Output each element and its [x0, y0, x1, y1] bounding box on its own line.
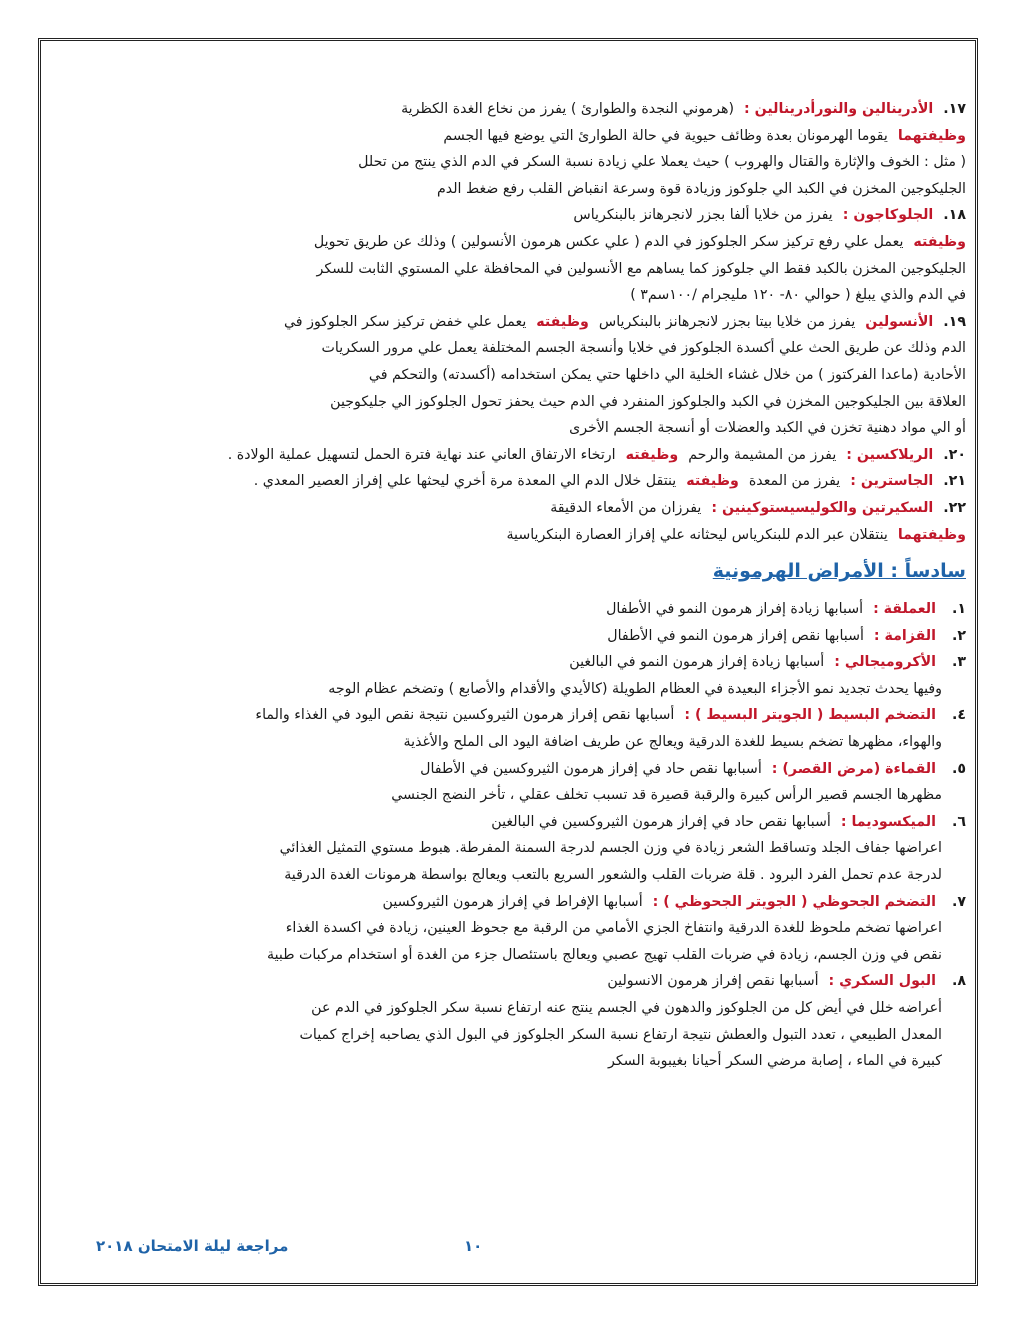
- hormone-list: [56, 96, 966, 548]
- keyword-label: الريلاكسين :: [846, 446, 934, 463]
- item-number: ٢١.: [943, 473, 966, 490]
- line-text: أسبابها نقص حاد في إفراز هرمون الثيروكسين في البالغين: [491, 813, 831, 830]
- text-line: [56, 389, 966, 416]
- text-line: [56, 256, 966, 283]
- text-line: [56, 915, 966, 942]
- item-number: ٤.: [951, 707, 966, 724]
- item-number: ٧.: [951, 893, 966, 910]
- line-text: أعراضه خلل في أيض كل من الجلوكوز والدهون في الجسم ينتج عنه ارتفاع نسبة سكر الجلوكوز في الدم عن: [311, 1000, 942, 1016]
- line-text: مظهرها الجسم قصير الرأس كبيرة والرقبة قصيرة قد تسبب تخلف عقلي ، تأخر النضج الجنسي: [391, 787, 942, 804]
- disease-list: [56, 596, 966, 1075]
- text-line: [56, 702, 966, 729]
- line-text: أسبابها زيادة إفراز هرمون النمو في الأطفال: [606, 601, 864, 618]
- keyword-label: القزامة :: [873, 627, 936, 644]
- item-number: ١.: [951, 601, 966, 618]
- text-line: [56, 862, 966, 889]
- text-line: [56, 835, 966, 862]
- line-text: أسبابها نقص حاد في إفراز هرمون الثيروكسين في الأطفال: [420, 760, 762, 777]
- item-number: ٢٢.: [943, 499, 966, 516]
- item-number: ٢.: [951, 627, 966, 644]
- item-number: ٨.: [951, 973, 966, 990]
- text-line: [56, 309, 966, 336]
- footer-title: مراجعة ليلة الامتحان ٢٠١٨: [96, 1237, 289, 1255]
- line-text: والهواء، مظهرها تضخم بسيط للغدة الدرقية ويعالج عن طريف اضافة اليود الى الملح والأغذية: [403, 734, 942, 751]
- text-line: [56, 96, 966, 123]
- line-text: الجليكوجين المخزن في الكبد الي جلوكوز وزيادة قوة وسرعة انقباض القلب رفع ضغط الدم: [436, 180, 966, 197]
- text-line: [56, 442, 966, 469]
- keyword-label: وظيفتهما: [897, 526, 966, 543]
- keyword-label: الجاسترين :: [850, 473, 934, 490]
- line-text: يقوما الهرمونان بعدة وظائف حيوية في حالة الطوارئ التي يوضع فيها الجسم: [443, 127, 888, 144]
- line-text: اعراضها جفاف الجلد وتساقط الشعر زيادة في وزن الجسم لدرجة السمنة المفرطة. هبوط مستوي التمثيل الغذائي: [279, 840, 942, 857]
- keyword-label: البول السكري :: [828, 973, 936, 990]
- line-text: في الدم والذي يبلغ ( حوالي ٨٠- ١٢٠ مليجرام /١٠٠سم٣ ): [630, 287, 966, 304]
- text-line: [56, 782, 966, 809]
- keyword-label: وظيفتهما: [897, 127, 966, 144]
- text-line: [56, 282, 966, 309]
- page-footer: [96, 1237, 928, 1259]
- keyword-label: الأكروميجالي :: [834, 654, 936, 671]
- line-text: يفرز من المشيمة والرحم: [688, 446, 837, 463]
- keyword-label: الميكسوديما :: [840, 813, 936, 830]
- text-line: [56, 649, 966, 676]
- text-line: [56, 415, 966, 442]
- line-text: ( مثل : الخوف والإثارة والقتال والهروب ) حيث يعملا علي زيادة نسبة السكر في الدم الذي ينتج من تحلل: [358, 154, 966, 171]
- keyword-label: وظيفته: [536, 313, 589, 330]
- section-heading: سادساً : الأمراض الهرمونية: [712, 560, 966, 583]
- keyword-label: الأنسولين: [865, 313, 934, 330]
- item-number: ٥.: [951, 760, 966, 777]
- keyword-label: وظيفته: [686, 473, 739, 490]
- item-number: ١٧.: [943, 101, 966, 117]
- line-text: (هرموني النجدة والطوارئ ) يفرز من نخاع الغدة الكظرية: [401, 101, 734, 117]
- item-number: ١٨.: [943, 207, 966, 224]
- text-line: [56, 229, 966, 256]
- keyword-label: القماءة (مرض القصر) :: [771, 760, 936, 777]
- text-line: [56, 149, 966, 176]
- line-text: اعراضها تضخم ملحوظ للغدة الدرقية وانتفاخ الجزي الأمامي من الرقبة مع جحوظ العينين، زيادة في اكسدة الغذاء: [285, 920, 942, 937]
- line-text: أسبابها نقص إفراز هرمون الثيروكسين نتيجة نقص اليود في الغذاء والماء: [255, 707, 675, 724]
- line-text: نقص في وزن الجسم، زيادة في ضربات القلب تهيج عصبي ويعالج باستئصال جزء من الغدة أو استخدام مركبات طبية: [267, 946, 942, 963]
- line-text: المعدل الطبيعي ، تعدد التبول والعطش نتيجة ارتفاع نسبة السكر الجلوكوز في البول الذي يصاحبه إخراج كميات: [299, 1026, 942, 1043]
- line-text: يعمل علي خفض تركيز سكر الجلوكوز في: [283, 313, 527, 330]
- line-text: ينتقلان عبر الدم للبنكرياس ليحثانه علي إفراز العصارة البنكرياسية: [506, 526, 888, 543]
- text-line: [56, 596, 966, 623]
- text-line: [56, 756, 966, 783]
- text-line: [56, 522, 966, 549]
- text-line: [56, 942, 966, 969]
- keyword-label: وظيفته: [625, 446, 679, 463]
- line-text: وفيها يحدث تجديد نمو الأجزاء البعيدة في العظام الطويلة (كالأيدي والأقدام والأصابع ) وتضخم عظام الوجه: [328, 680, 942, 697]
- line-text: أو الي مواد دهنية تخزن في الكبد والعضلات أو أنسجة الجسم الأخرى: [569, 420, 966, 437]
- item-number: ١٩.: [943, 313, 966, 330]
- line-text: ينتقل خلال الدم الي المعدة مرة أخري ليحثها علي إفراز العصير المعدي .: [253, 473, 677, 490]
- keyword-label: العملقة :: [873, 601, 936, 618]
- line-text: يعمل علي رفع تركيز سكر الجلوكوز في الدم ( علي عكس هرمون الأنسولين ) وذلك عن طريق تحويل: [313, 233, 904, 250]
- text-line: [56, 889, 966, 916]
- keyword-label: التضخم البسيط ( الجويتر البسيط ) :: [684, 707, 936, 724]
- text-line: [56, 495, 966, 522]
- text-line: [56, 809, 966, 836]
- line-text: يفرز من المعدة: [748, 473, 841, 490]
- keyword-label: الأدرينالين والنورأدرينالين :: [744, 101, 934, 117]
- line-text: أسبابها الإفراط في إفراز هرمون الثيروكسين: [382, 893, 643, 910]
- line-text: يفرز من خلايا ألفا بجزر لانجرهانز بالبنكرياس: [573, 207, 833, 224]
- text-line: [56, 202, 966, 229]
- keyword-label: وظيفته: [913, 233, 966, 250]
- keyword-label: الجلوكاجون :: [842, 207, 934, 224]
- text-line: [56, 1048, 966, 1075]
- line-text: كبيرة في الماء ، إصابة مرضي السكر أحيانا بغيبوبة السكر: [608, 1053, 942, 1070]
- text-line: [56, 468, 966, 495]
- keyword-label: التضخم الجحوظي ( الجويتر الجحوظي ) :: [652, 893, 936, 910]
- text-line: [56, 362, 966, 389]
- document-body: [56, 96, 966, 1075]
- text-line: [56, 623, 966, 650]
- page-number: ١٠: [464, 1237, 483, 1255]
- line-text: يفرز من خلايا بيتا بجزر لانجرهانز بالبنكرياس: [598, 313, 856, 330]
- item-number: ٢٠.: [943, 446, 966, 463]
- text-line: [56, 676, 966, 703]
- line-text: العلاقة بين الجليكوجين المخزن في الكبد والجلوكوز المنفرد في الدم حيث يحفز تحول الجلوكوز الي جليكوجين: [330, 393, 966, 410]
- line-text: أسبابها زيادة إفراز هرمون النمو في البالغين: [569, 654, 825, 671]
- text-line: [56, 335, 966, 362]
- line-text: الأحادية (ماعدا الفركتوز ) من خلال غشاء الخلية الي داخلها حتي يمكن استخدامه (أكسدته) والتحكم في: [368, 366, 966, 383]
- text-line: [56, 1022, 966, 1049]
- keyword-label: السكيرتين والكوليسيستوكينين :: [711, 499, 934, 516]
- item-number: ٦.: [951, 813, 966, 830]
- text-line: [56, 995, 966, 1022]
- line-text: ارتخاء الارتفاق العاني عند نهاية فترة الحمل لتسهيل عملية الولادة .: [227, 446, 616, 463]
- text-line: [56, 968, 966, 995]
- text-line: [56, 176, 966, 203]
- line-text: الجليكوجين المخزن بالكبد فقط الي جلوكوز كما يساهم مع الأنسولين في المحافظة علي المستوي الثابت للسكر: [316, 260, 966, 277]
- item-number: ٣.: [951, 654, 966, 671]
- line-text: أسبابها نقص إفراز هرمون الانسولين: [607, 973, 819, 990]
- line-text: لدرجة عدم تحمل الفرد البرود . قلة ضربات القلب والشعور السريع بالتعب ويعالج بواسطة هرمونات الغدة الدرقية: [284, 867, 942, 884]
- text-line: [56, 123, 966, 150]
- text-line: [56, 729, 966, 756]
- line-text: أسبابها نقص إفراز هرمون النمو في الأطفال: [607, 627, 864, 644]
- line-text: يفرزان من الأمعاء الدقيقة: [550, 499, 702, 516]
- line-text: الدم وذلك عن طريق الحث علي أكسدة الجلوكوز في خلايا وأنسجة الجسم المختلفة يعمل علي مرور السكريات: [321, 340, 966, 357]
